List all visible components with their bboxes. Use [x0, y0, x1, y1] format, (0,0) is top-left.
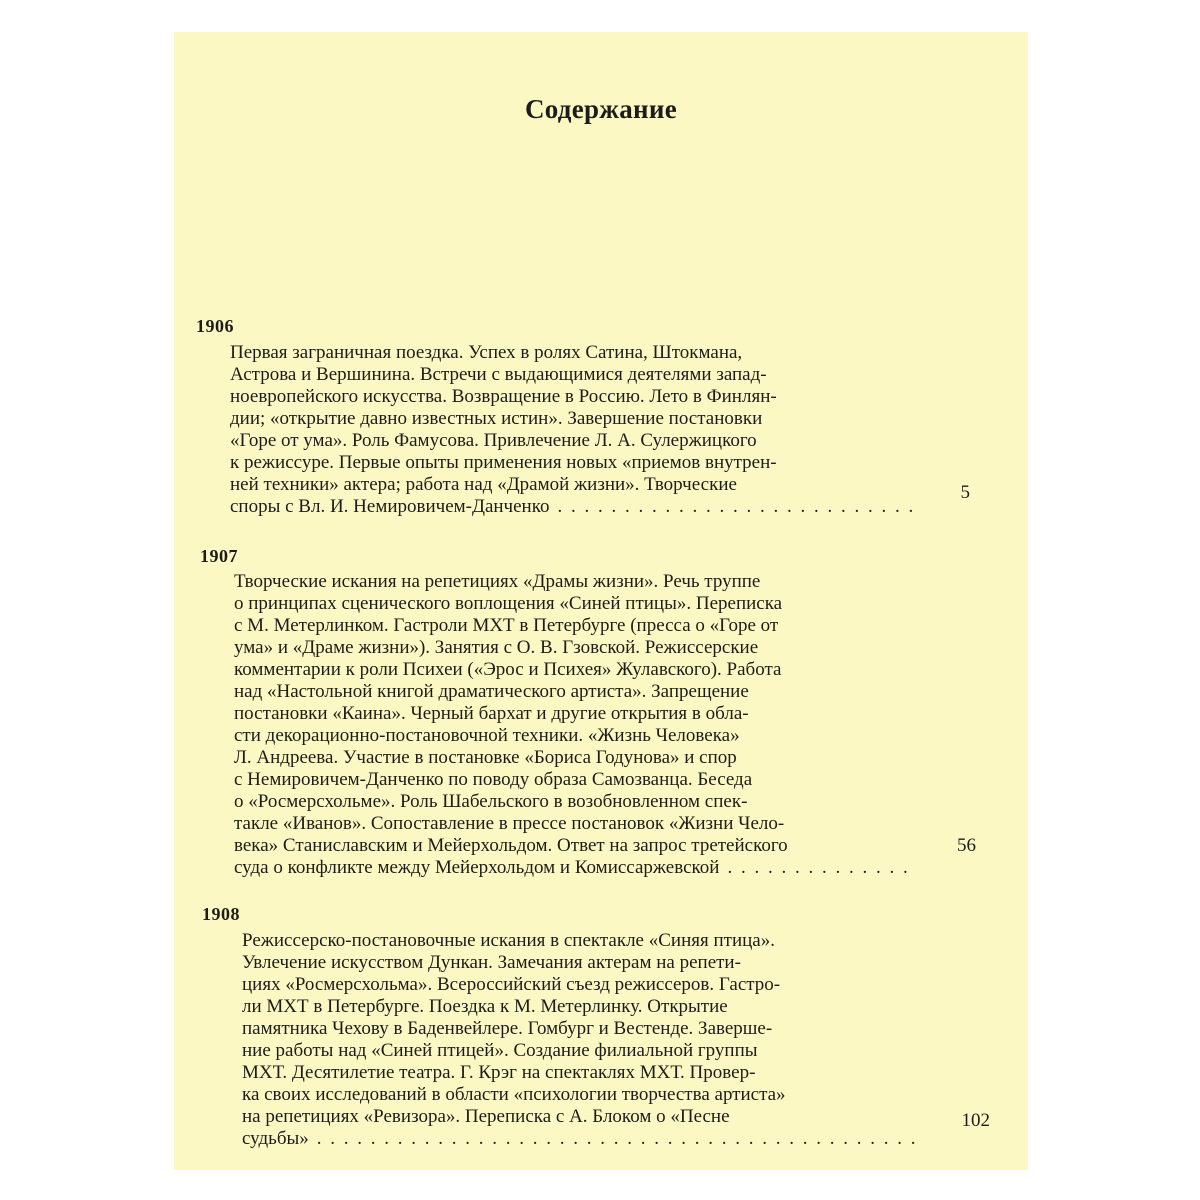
dot-leader [727, 857, 916, 879]
dot-leader [317, 1128, 918, 1150]
text-line: ума» и «Драме жизни»). Занятия с О. В. Гзовской. Режиссерские [234, 637, 759, 658]
text-line: на репетициях «Ревизора». Переписка с А. Блоком о «Песне [242, 1106, 730, 1127]
text-line: циях «Росмерсхольма». Всероссийский съезд режиссеров. Гастро- [242, 974, 781, 995]
text-line: о принципах сценического воплощения «Синей птицы». Переписка [234, 593, 783, 614]
text-line: постановки «Каина». Черный бархат и другие открытия в обла- [234, 703, 749, 724]
text-line: Творческие искания на репетициях «Драмы жизни». Речь труппе [234, 571, 761, 592]
text-line: века» Станиславским и Мейерхольдом. Ответ на запрос третейского [234, 835, 788, 856]
dot-leader [557, 496, 912, 518]
section-text-1906 [230, 342, 916, 518]
book-page [174, 32, 1028, 1170]
text-line: такле «Иванов». Сопоставление в прессе постановок «Жизни Чело- [234, 813, 785, 834]
last-line-text: судьбы» [242, 1128, 309, 1149]
text-line: с М. Метерлинком. Гастроли МХТ в Петербурге (пресса о «Горе от [234, 615, 779, 636]
text-line: к режиссуре. Первые опыты применения новых «приемов внутрен- [230, 452, 777, 473]
section-text-1907 [234, 571, 920, 879]
page-number-1907: 56 [957, 835, 976, 856]
text-line: ние работы над «Синей птицей». Создание филиальной группы [242, 1040, 758, 1061]
text-line: Увлечение искусством Дункан. Замечания актерам на репети- [242, 952, 741, 973]
text-line: о «Росмерсхольме». Роль Шабельского в возобновленном спек- [234, 791, 748, 812]
page-number-1908: 102 [961, 1110, 990, 1131]
text-line: над «Настольной книгой драматического артиста». Запрещение [234, 681, 749, 702]
last-line-text: суда о конфликте между Мейерхольдом и Комиссаржевской [234, 857, 720, 878]
page-title: Содержание [524, 94, 678, 124]
text-line: сти декорационно-постановочной техники. «Жизнь Человека» [234, 725, 740, 746]
text-line: Л. Андреева. Участие в постановке «Бориса Годунова» и спор [234, 747, 737, 768]
text-line: ли МХТ в Петербурге. Поездка к М. Метерлинку. Открытие [242, 996, 728, 1017]
text-line: ноевропейского искусства. Возвращение в Россию. Лето в Финлян- [230, 386, 777, 407]
text-line: памятника Чехову в Баденвейлере. Гомбург и Вестенде. Заверше- [242, 1018, 773, 1039]
text-line: дии; «открытие давно известных истин». Завершение постановки [230, 408, 763, 429]
text-line: с Немировичем-Данченко по поводу образа Самозванца. Беседа [234, 769, 753, 790]
text-line: комментарии к роли Психеи («Эрос и Психея» Жулавского). Работа [234, 659, 782, 680]
text-line: ней техники» актера; работа над «Драмой жизни». Творческие [230, 474, 737, 495]
text-line: Режиссерско-постановочные искания в спектакле «Синяя птица». [242, 930, 775, 951]
text-line-last [234, 857, 920, 879]
last-line-text: споры с Вл. И. Немировичем-Данченко [230, 496, 550, 517]
section-year-1906: 1906 [196, 316, 234, 336]
page-number-1906: 5 [960, 482, 970, 503]
section-text-1908 [242, 930, 922, 1150]
text-line-last [242, 1128, 922, 1150]
text-line: Астрова и Вершинина. Встречи с выдающимися деятелями запад- [230, 364, 767, 385]
text-line: МХТ. Десятилетие театра. Г. Крэг на спектаклях МХТ. Провер- [242, 1062, 756, 1083]
text-line-last [230, 496, 916, 518]
text-line: ка своих исследований в области «психологии творчества артиста» [242, 1084, 786, 1105]
text-line: Первая заграничная поездка. Успех в ролях Сатина, Штокмана, [230, 342, 743, 363]
section-year-1908: 1908 [202, 904, 240, 924]
text-line: «Горе от ума». Роль Фамусова. Привлечение Л. А. Сулержицкого [230, 430, 757, 451]
section-year-1907: 1907 [200, 546, 238, 566]
